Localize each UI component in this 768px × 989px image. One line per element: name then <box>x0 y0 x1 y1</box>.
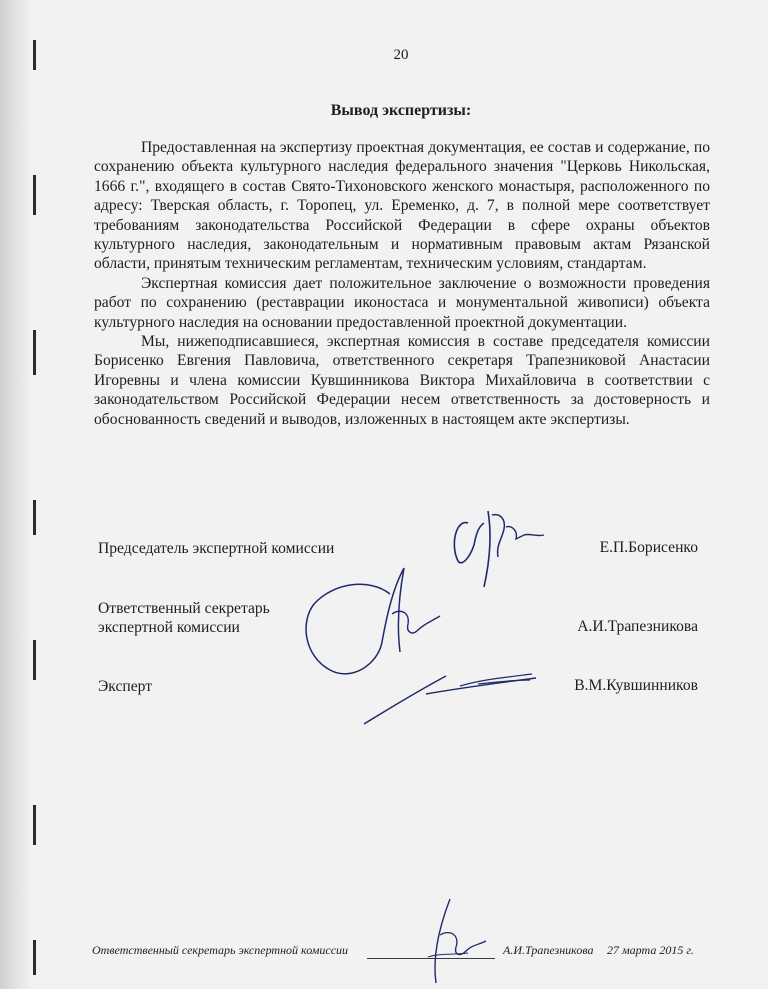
page-number: 20 <box>393 47 409 63</box>
binding-mark <box>33 500 36 535</box>
conclusion-body <box>94 138 710 429</box>
secretary-role-line2: экспертной комиссии <box>98 619 240 637</box>
binding-mark <box>33 330 36 375</box>
binding-mark <box>33 175 36 215</box>
footer-name: А.И.Трапезникова <box>503 943 594 957</box>
footer-date: 27 марта 2015 г. <box>607 943 694 957</box>
expert-signature-image <box>360 664 540 729</box>
expert-role: Эксперт <box>98 678 153 695</box>
section-heading: Вывод экспертизы: <box>330 102 472 119</box>
footer-role: Ответственный секретарь экспертной комиссии <box>92 943 349 957</box>
paragraph-positive-conclusion: Экспертная комиссия дает положительное заключение о возможности проведения работ по сохранению (реставрации иконостаса и монументальной живописи) объекта культурного наследия на основании предоставленной проектной документации. <box>94 274 710 331</box>
binding-mark <box>33 940 36 975</box>
chairman-role: Председатель экспертной комиссии <box>98 540 335 557</box>
footer-signature-image <box>410 895 490 985</box>
secretary-name: А.И.Трапезникова <box>577 618 698 635</box>
chairman-name: Е.П.Борисенко <box>599 539 698 556</box>
secretary-role <box>98 599 270 638</box>
chairman-signature-image <box>440 505 550 590</box>
paragraph-conformity: Предоставленная на экспертизу проектная документация, ее состав и содержание, по сохранению объекта культурного наследия федерального значения "Церковь Никольская, 1666 г.", входящего в состав Свято-Тихоновского женского монастыря, расположенного по адресу: Тверская область, г. Торопец, ул. Еременко, д. 7, в полной мере соответствует требованиям законодательства Российской Федерации в сфере охраны объектов культурного наследия, законодательным и нормативным правовым актам Рязанской области, принятым техническим регламентам, техническим условиям, стандартам. <box>94 139 710 273</box>
expert-name: В.М.Кувшинников <box>574 677 698 694</box>
paragraph-responsibility: Мы, нижеподписавшиеся, экспертная комиссия в составе председателя комиссии Борисенко Евгения Павловича, ответственного секретаря Трапезниковой Анастасии Игоревны и члена комиссии Кувшинникова Виктора Михайловича в соответствии с законодательством Российской Федерации несем ответственность за достоверность и обоснованность сведений и выводов, изложенных в настоящем акте экспертизы. <box>94 333 710 428</box>
binding-mark <box>33 640 36 680</box>
page-binding-shadow <box>0 0 30 989</box>
secretary-role-line1: Ответственный секретарь <box>98 600 270 617</box>
binding-mark <box>33 805 36 845</box>
